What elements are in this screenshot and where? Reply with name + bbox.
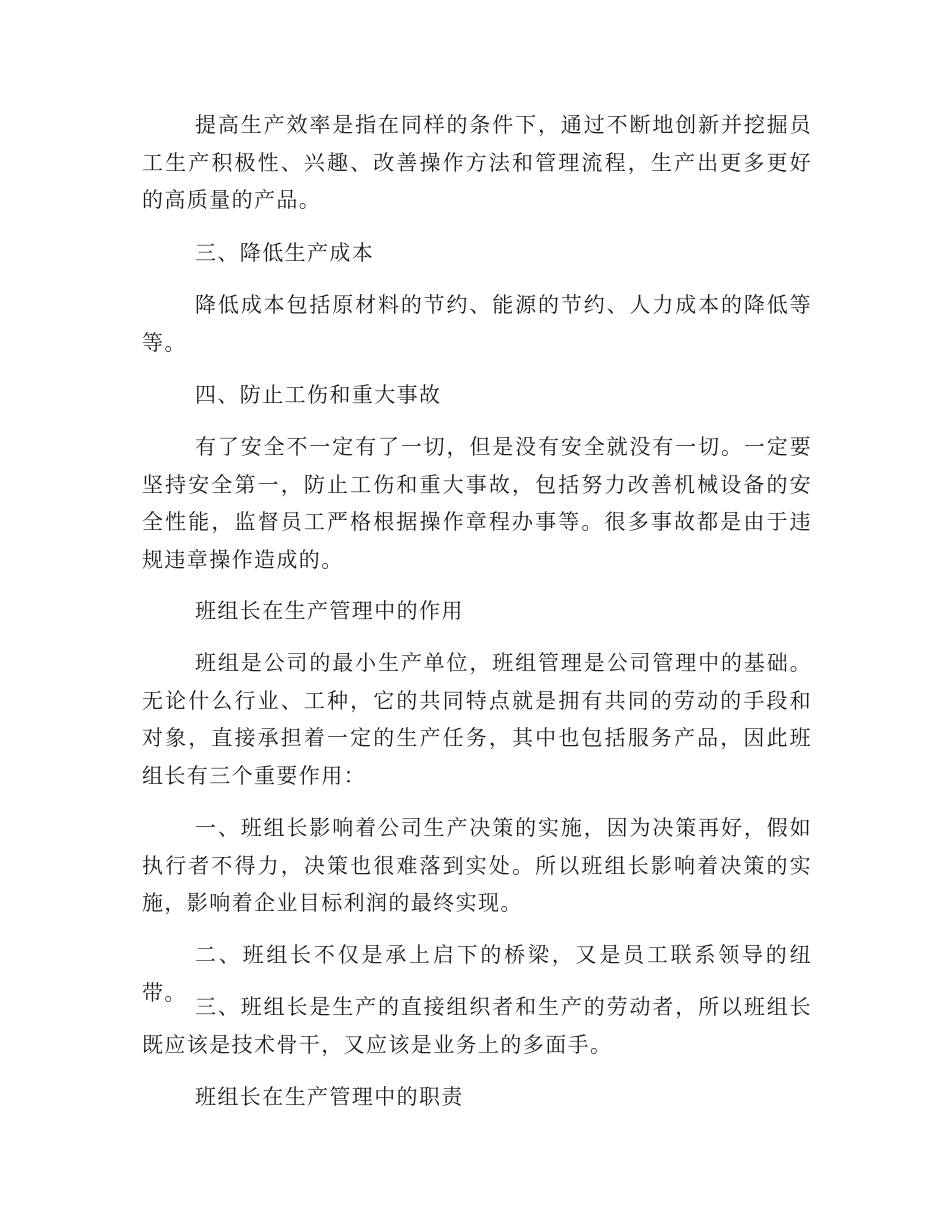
heading-prevent-accidents: 四、防止工伤和重大事故 <box>195 383 442 407</box>
paragraph-safety: 有了安全不一定有了一切，但是没有安全就没有一切。一定要坚持安全第一，防止工伤和重大事故，包括努力改善机械设备的安全性能，监督员工严格根据操作章程办事等。很多事故都是由于违规违章操作造成的。 <box>142 435 812 572</box>
heading-reduce-cost: 三、降低生产成本 <box>195 241 375 265</box>
heading-team-leader-duties: 班组长在生产管理中的职责 <box>195 1085 464 1109</box>
paragraph-productivity: 提高生产效率是指在同样的条件下，通过不断地创新并挖掘员工生产积极性、兴趣、改善操作方法和管理流程，生产出更多更好的高质量的产品。 <box>142 113 812 212</box>
paragraph-role-two: 二、班组长不仅是承上启下的桥梁，又是员工联系领导的纽带。 <box>142 943 812 1005</box>
paragraph-role-three: 三、班组长是生产的直接组织者和生产的劳动者，所以班组长既应该是技术骨干，又应该是业务上的多面手。 <box>142 995 812 1057</box>
paragraph-team-unit: 班组是公司的最小生产单位，班组管理是公司管理中的基础。无论什么行业、工种，它的共同特点就是拥有共同的劳动的手段和对象，直接承担着一定的生产任务，其中也包括服务产品，因此班组长有三个重要作用： <box>142 651 812 788</box>
paragraph-role-one: 一、班组长影响着公司生产决策的实施，因为决策再好，假如执行者不得力，决策也很难落到实处。所以班组长影响着决策的实施，影响着企业目标利润的最终实现。 <box>142 816 812 915</box>
heading-team-leader-role: 班组长在生产管理中的作用 <box>195 599 464 623</box>
paragraph-reduce-cost: 降低成本包括原材料的节约、能源的节约、人力成本的降低等等。 <box>142 293 812 355</box>
